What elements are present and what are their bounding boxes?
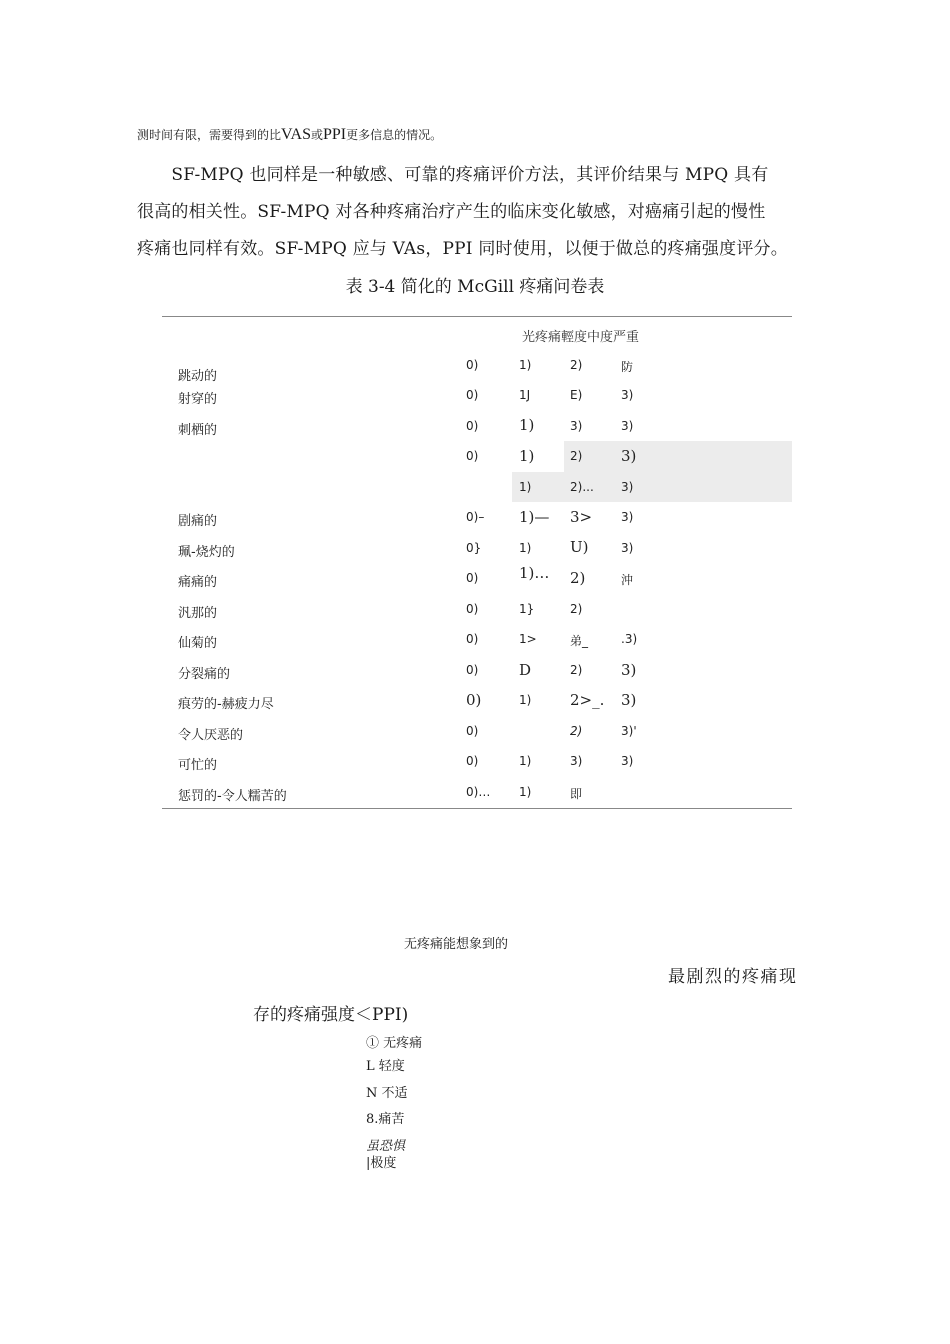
intro-line	[137, 126, 442, 144]
score-cell: 1)	[519, 754, 532, 768]
score-cell: 2)	[570, 569, 586, 587]
row-label: 跳动的	[178, 369, 218, 384]
vas-left-label: 无疼痛能想象到的	[403, 937, 508, 952]
score-cell: 1)	[519, 358, 532, 372]
score-cell: 0)	[466, 754, 479, 768]
score-cell: 0)	[466, 632, 479, 646]
row-label: 仙菊的	[178, 636, 218, 651]
score-cell: 1)	[519, 447, 535, 465]
score-cell: 0)	[466, 358, 479, 372]
score-cell: 3)	[621, 754, 634, 768]
score-cell: 防	[621, 360, 634, 374]
paragraph-line: 很高的相关性。SF-MPQ 对各种疼痛治疗产生的临床变化敏感，对癌痛引起的慢性	[137, 202, 766, 222]
score-cell: 2)...	[570, 480, 594, 494]
ppi-option: |极度	[366, 1156, 397, 1171]
score-cell: 1>	[519, 632, 537, 646]
scale-header: 光疼痛輕度中度严重	[522, 330, 640, 345]
score-cell: 弟_	[570, 634, 589, 648]
score-cell: 1)	[519, 541, 532, 555]
score-cell: D	[519, 661, 532, 679]
paragraph-line: 疼痛也同样有效。SF-MPQ 应与 VAs，PPI 同时使用，以便于做总的疼痛强度评分。	[137, 239, 788, 259]
score-cell: 1J	[519, 388, 531, 402]
score-cell: 2)	[570, 602, 583, 616]
score-cell: .3)	[621, 632, 638, 646]
score-cell: 0)…	[466, 785, 491, 799]
score-cell: 3)	[621, 480, 634, 494]
score-cell: 0)–	[466, 510, 485, 524]
shaded-cell	[512, 472, 792, 502]
ppi-option: ① 无疼痛	[366, 1036, 423, 1051]
row-label: 射穿的	[178, 392, 218, 407]
score-cell: 2)	[570, 724, 583, 738]
score-cell: 0)	[466, 724, 479, 738]
row-label: 汎那的	[178, 606, 218, 621]
score-cell: 0)	[466, 663, 479, 677]
score-cell: 0)	[466, 602, 479, 616]
ppi-option: N 不适	[366, 1086, 408, 1101]
score-cell: 1)	[519, 693, 532, 707]
score-cell: 0)	[466, 388, 479, 402]
ppi-title: 存的疼痛强度＜PPI)	[253, 1005, 409, 1025]
score-cell: 沖	[621, 573, 634, 587]
intro-text-end: 更多信息的情况。	[346, 128, 443, 142]
table-caption: 表 3-4 简化的 McGill 疼痛问卷表	[345, 277, 605, 297]
row-label: 惩罚的-令人糯苦的	[178, 789, 287, 804]
score-cell: 3)	[621, 510, 634, 524]
score-cell: 1)	[519, 416, 535, 434]
score-cell: 1)—	[519, 508, 550, 526]
score-cell: 2)	[570, 663, 583, 677]
score-cell: 3)	[621, 691, 637, 709]
score-cell: 3)'	[621, 724, 637, 738]
score-cell: 0)	[466, 691, 482, 709]
score-cell: E)	[570, 388, 583, 402]
score-cell: 3)	[621, 541, 634, 555]
row-label: 可忙的	[178, 758, 218, 773]
score-cell: 1)…	[519, 564, 550, 582]
score-cell: 2)	[570, 449, 583, 463]
row-label: 分裂痛的	[178, 667, 231, 682]
ppi-option: 虽恐惧	[366, 1139, 406, 1154]
score-cell: 3)	[621, 661, 637, 679]
row-label: 珮-烧灼的	[178, 545, 235, 560]
score-cell: 1)	[519, 785, 532, 799]
row-label: 剧痛的	[178, 514, 218, 529]
score-cell: 1}	[519, 602, 535, 616]
score-cell: 即	[570, 787, 583, 801]
score-cell: 2>_.	[570, 691, 605, 709]
intro-vas: VAS	[281, 126, 311, 143]
table-top-rule	[162, 316, 792, 317]
row-label: 痛痛的	[178, 575, 218, 590]
score-cell: 2)	[570, 358, 583, 372]
paragraph-line: SF-MPQ 也同样是一种敏感、可靠的疼痛评价方法，其评价结果与 MPQ 具有	[137, 165, 769, 185]
intro-text-or: 或	[310, 128, 323, 142]
intro-text: 测时间有限，需要得到的比	[137, 128, 282, 142]
score-cell: 3>	[570, 508, 593, 526]
row-label: 刺栖的	[178, 423, 218, 438]
score-cell: 0}	[466, 541, 482, 555]
score-cell: 3)	[570, 754, 583, 768]
score-cell: U)	[570, 538, 589, 556]
score-cell: 3)	[621, 447, 637, 465]
row-label: 痕劳的-赫疲力尽	[178, 697, 274, 712]
score-cell: 0)	[466, 449, 479, 463]
score-cell: 3)	[621, 388, 634, 402]
row-label: 令人厌恶的	[178, 728, 244, 743]
ppi-option: L 轻度	[366, 1059, 405, 1074]
score-cell: 3)	[570, 419, 583, 433]
ppi-option: 8.痛苦	[366, 1112, 405, 1127]
table-bottom-rule	[162, 808, 792, 809]
score-cell: 0)	[466, 571, 479, 585]
vas-right-label: 最剧烈的疼痛现	[668, 967, 798, 987]
score-cell: 0)	[466, 419, 479, 433]
score-cell: 3)	[621, 419, 634, 433]
shaded-cell	[564, 441, 792, 472]
score-cell: 1)	[519, 480, 532, 494]
intro-ppi: PPI	[322, 126, 347, 143]
